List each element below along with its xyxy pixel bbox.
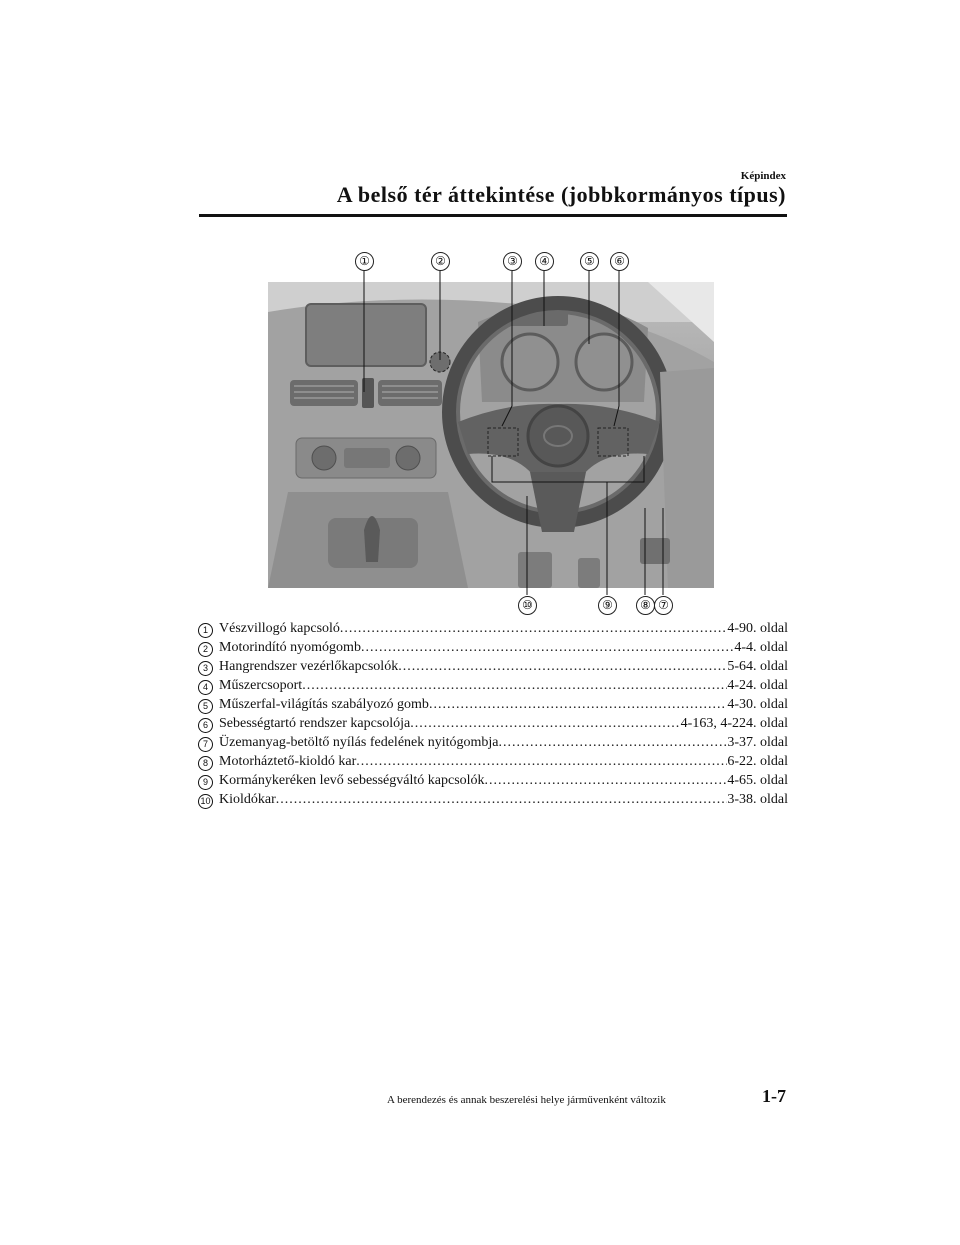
leader-dots — [276, 792, 728, 808]
leader-dots — [302, 678, 727, 694]
callout-2: ② — [431, 252, 450, 271]
callout-9: ⑨ — [598, 596, 617, 615]
item-number: 9 — [198, 775, 213, 790]
item-number: 10 — [198, 794, 213, 809]
callout-10: ⑩ — [518, 596, 537, 615]
page-reference: 4-163, 4-224. oldal — [680, 716, 788, 731]
item-number: 2 — [198, 642, 213, 657]
leader-dots — [361, 640, 734, 656]
item-number: 3 — [198, 661, 213, 676]
leader-dots — [356, 754, 727, 770]
title-rule — [199, 214, 787, 217]
item-number: 4 — [198, 680, 213, 695]
page-reference: 3-38. oldal — [727, 792, 788, 807]
item-number: 8 — [198, 756, 213, 771]
item-label: Motorindító nyomógomb — [219, 640, 361, 655]
item-label: Műszercsoport — [219, 678, 303, 693]
callout-3: ③ — [503, 252, 522, 271]
item-label: Vészvillogó kapcsoló — [219, 621, 340, 636]
callout-6: ⑥ — [610, 252, 629, 271]
component-list — [198, 621, 788, 811]
item-label: Motorháztető-kioldó kar — [219, 754, 357, 769]
callout-7: ⑦ — [654, 596, 673, 615]
page-reference: 4-30. oldal — [727, 697, 788, 712]
item-number: 6 — [198, 718, 213, 733]
page-reference: 6-22. oldal — [727, 754, 788, 769]
callout-1: ① — [355, 252, 374, 271]
item-number: 5 — [198, 699, 213, 714]
interior-figure — [268, 246, 714, 618]
page-reference: 4-65. oldal — [727, 773, 788, 788]
list-item — [198, 678, 788, 697]
item-number: 7 — [198, 737, 213, 752]
list-item — [198, 792, 788, 811]
list-item — [198, 716, 788, 735]
leader-dots — [340, 621, 727, 637]
item-label: Hangrendszer vezérlőkapcsolók — [219, 659, 399, 674]
page-reference: 4-24. oldal — [727, 678, 788, 693]
list-item — [198, 659, 788, 678]
leader-dots — [410, 716, 680, 732]
page-reference: 5-64. oldal — [727, 659, 788, 674]
page-title: A belső tér áttekintése (jobbkormányos típus) — [336, 182, 786, 207]
page-reference: 4-90. oldal — [727, 621, 788, 636]
page-number: 1-7 — [762, 1086, 786, 1106]
footer-note: A berendezés és annak beszerelési helye járművenként változik — [387, 1094, 666, 1106]
callout-8: ⑧ — [636, 596, 655, 615]
item-label: Műszerfal-világítás szabályozó gomb — [219, 697, 429, 712]
leader-dots — [485, 773, 728, 789]
page-reference: 3-37. oldal — [727, 735, 788, 750]
callout-4: ④ — [535, 252, 554, 271]
list-item — [198, 621, 788, 640]
item-label: Üzemanyag-betöltő nyílás fedelének nyitógombja — [219, 735, 499, 750]
callout-5: ⑤ — [580, 252, 599, 271]
leader-dots — [429, 697, 727, 713]
item-label: Kioldókar — [219, 792, 276, 807]
leader-dots — [499, 735, 728, 751]
page-reference: 4-4. oldal — [734, 640, 788, 655]
list-item — [198, 773, 788, 792]
item-number: 1 — [198, 623, 213, 638]
item-label: Sebességtartó rendszer kapcsolója — [219, 716, 411, 731]
section-label: Képindex — [740, 170, 786, 182]
item-label: Kormánykeréken levő sebességváltó kapcsolók — [219, 773, 485, 788]
list-item — [198, 640, 788, 659]
list-item — [198, 697, 788, 716]
list-item — [198, 754, 788, 773]
leader-dots — [398, 659, 727, 675]
list-item — [198, 735, 788, 754]
